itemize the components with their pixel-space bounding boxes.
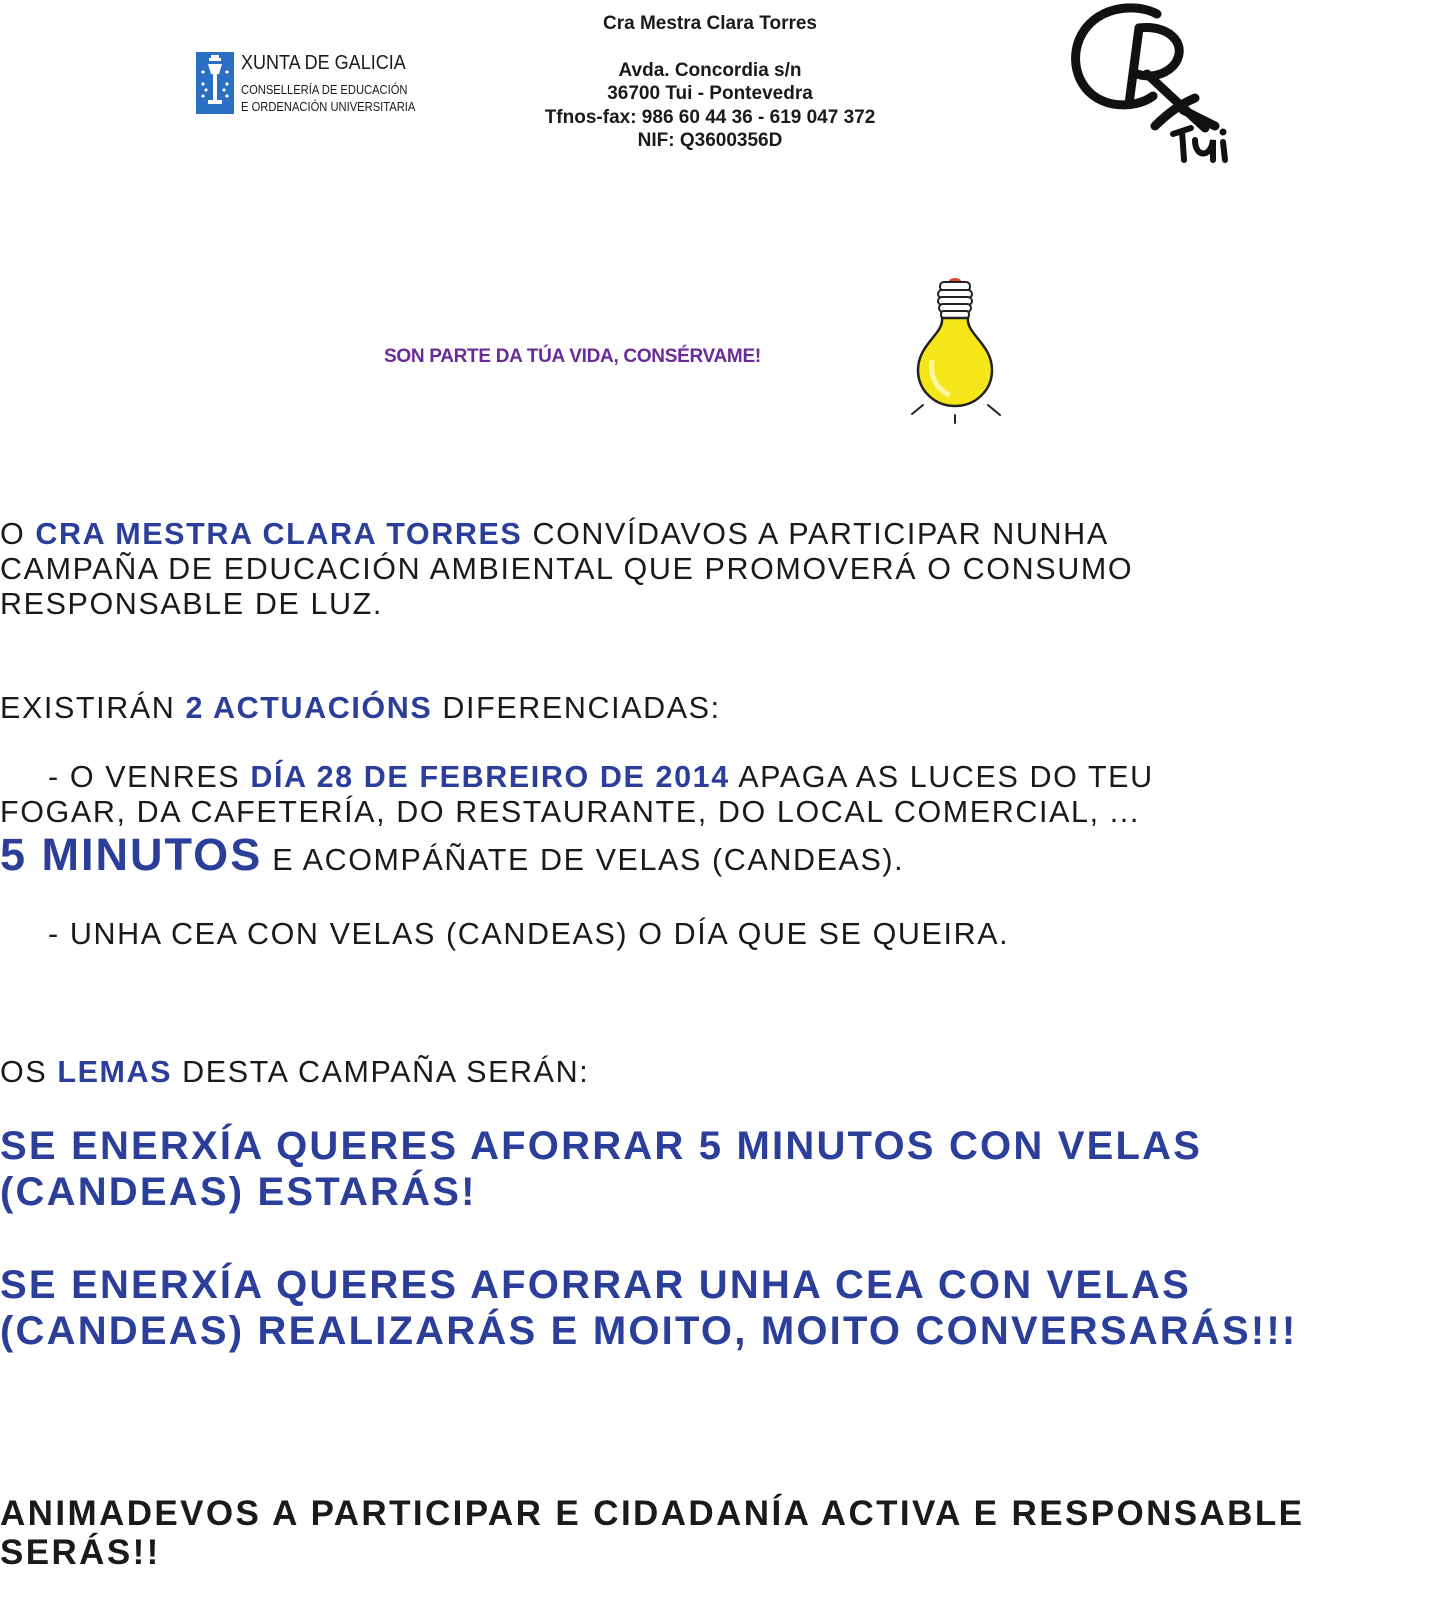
cr-tui-logo [1065, 0, 1245, 170]
intro-rest: CONVÍDAVOS A PARTICIPAR NUNHA [522, 517, 1109, 551]
motto-1-line-2: (CANDEAS) ESTARÁS! [0, 1170, 477, 1214]
motto-1-line-1: SE ENERXÍA QUERES AFORRAR 5 MINUTOS CON VELAS [0, 1124, 1203, 1168]
intro-line-3: RESPONSABLE DE LUZ. [0, 587, 383, 621]
motto-2-line-2: (CANDEAS) REALIZARÁS E MOITO, MOITO CONVERSARÁS!!! [0, 1309, 1298, 1353]
action-1-line-3-rest: E ACOMPÁÑATE DE VELAS (CANDEAS). [262, 843, 905, 877]
xunta-name: XUNTA DE GALICIA [241, 52, 406, 74]
school-contact-header [480, 12, 940, 153]
actions-count: 2 ACTUACIÓNS [185, 691, 433, 725]
xunta-shield-icon [196, 52, 234, 114]
school-address: Avda. Concordia s/n [618, 59, 802, 81]
intro-line-1 [0, 517, 1109, 552]
motto-2-line-1: SE ENERXÍA QUERES AFORRAR UNHA CEA CON VELAS [0, 1263, 1191, 1307]
action-1-line-2: FOGAR, DA CAFETERÍA, DO RESTAURANTE, DO LOCAL COMERCIAL, ... [0, 795, 1140, 829]
closing-line-2: SERÁS!! [0, 1533, 161, 1572]
xunta-department-line2: E ORDENACIÓN UNIVERSITARIA [241, 99, 416, 114]
school-name: Cra Mestra Clara Torres [602, 13, 818, 34]
actions-suffix: DIFERENCIADAS: [432, 691, 721, 725]
action-1-line-3 [0, 829, 904, 881]
mottos-keyword: LEMAS [57, 1055, 173, 1089]
closing-line-1: ANIMADEVOS A PARTICIPAR E CIDADANÍA ACTIVA E RESPONSABLE [0, 1494, 1305, 1533]
action-1-rest: APAGA AS LUCES DO TEU [729, 760, 1154, 794]
school-phones: Tfnos-fax: 986 60 44 36 - 619 047 372 [544, 106, 876, 128]
slogan: SON PARTE DA TÚA VIDA, CONSÉRVAME! [384, 346, 761, 367]
action-1-line-1 [48, 760, 1154, 795]
mottos-heading [0, 1055, 589, 1090]
school-nif: NIF: Q3600356D [637, 130, 783, 151]
light-bulb-icon [910, 278, 1015, 433]
xunta-department-line1: CONSELLERÍA DE EDUCACIÓN [241, 82, 408, 97]
action-1-minutes: 5 MINUTOS [0, 829, 263, 880]
action-1-prefix: - O VENRES [48, 760, 251, 794]
intro-prefix: O [0, 517, 36, 551]
mottos-prefix: OS [0, 1055, 58, 1089]
school-city: 36700 Tui - Pontevedra [607, 83, 813, 104]
action-1-date: DÍA 28 DE FEBREIRO DE 2014 [250, 760, 730, 794]
mottos-suffix: DESTA CAMPAÑA SERÁN: [172, 1055, 590, 1089]
intro-school-name: CRA MESTRA CLARA TORRES [35, 517, 523, 551]
intro-line-2: CAMPAÑA DE EDUCACIÓN AMBIENTAL QUE PROMOVERÁ O CONSUMO [0, 552, 1134, 586]
xunta-logo [196, 52, 421, 114]
action-2: - UNHA CEA CON VELAS (CANDEAS) O DÍA QUE SE QUEIRA. [48, 917, 1010, 951]
actions-heading [0, 691, 721, 726]
actions-prefix: EXISTIRÁN [0, 691, 186, 725]
